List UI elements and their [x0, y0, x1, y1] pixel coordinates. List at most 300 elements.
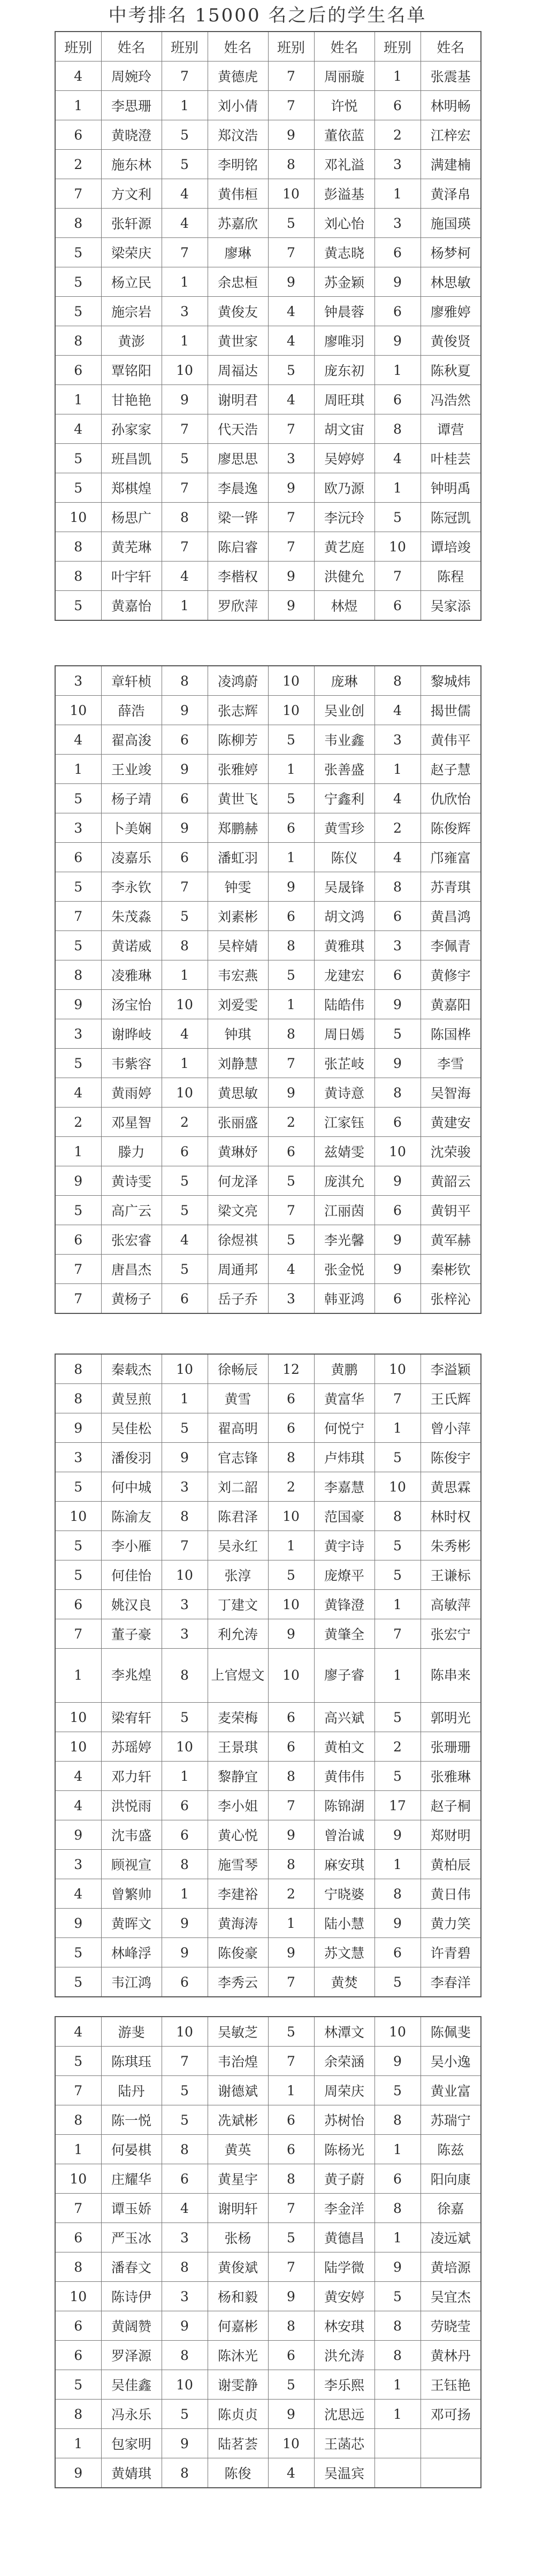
name-cell: 吴宜杰 — [421, 2282, 481, 2311]
class-cell: 5 — [55, 1560, 101, 1590]
name-cell: 钟雯 — [208, 872, 268, 902]
name-cell: 黄安婷 — [314, 2282, 374, 2311]
table-row — [55, 1938, 481, 1967]
table-row — [55, 1502, 481, 1531]
class-cell: 6 — [374, 2164, 421, 2194]
name-cell: 李永钦 — [101, 872, 162, 902]
table-row — [55, 179, 481, 209]
class-cell: 9 — [162, 1938, 208, 1967]
class-cell: 7 — [268, 2047, 314, 2076]
table-row — [55, 1560, 481, 1590]
class-cell: 2 — [268, 1472, 314, 1502]
name-cell: 黄雅琪 — [314, 931, 374, 960]
class-cell: 4 — [55, 1762, 101, 1791]
name-cell: 林峰浮 — [101, 1938, 162, 1967]
name-header: 姓名 — [101, 32, 162, 61]
class-cell: 1 — [55, 755, 101, 784]
class-cell: 3 — [268, 1284, 314, 1314]
class-cell: 6 — [374, 385, 421, 414]
name-cell: 黄昌鸿 — [421, 902, 481, 931]
name-cell: 叶宇轩 — [101, 562, 162, 591]
name-cell: 董子豪 — [101, 1619, 162, 1649]
name-cell: 谢德斌 — [208, 2076, 268, 2105]
table-row — [55, 2047, 481, 2076]
class-cell: 6 — [162, 725, 208, 755]
name-cell: 徐畅辰 — [208, 1354, 268, 1384]
table-row — [55, 2194, 481, 2223]
name-cell: 黄阔赞 — [101, 2311, 162, 2341]
name-cell: 李楷权 — [208, 562, 268, 591]
name-cell: 洪健允 — [314, 562, 374, 591]
table-row — [55, 902, 481, 931]
name-cell: 李小雁 — [101, 1531, 162, 1560]
name-cell: 余忠桓 — [208, 267, 268, 297]
class-cell: 7 — [162, 414, 208, 444]
name-cell: 江梓宏 — [421, 120, 481, 150]
table-row — [55, 2017, 481, 2047]
class-cell: 7 — [162, 238, 208, 267]
name-cell: 黄钥平 — [421, 1196, 481, 1225]
class-header: 班别 — [162, 32, 208, 61]
class-cell: 4 — [55, 1078, 101, 1108]
class-cell: 5 — [55, 444, 101, 473]
table-row — [55, 2429, 481, 2458]
class-cell: 7 — [162, 61, 208, 91]
class-cell: 3 — [162, 1590, 208, 1619]
name-cell: 彭溢基 — [314, 179, 374, 209]
name-cell: 陈冠凯 — [421, 503, 481, 532]
class-cell: 6 — [268, 1413, 314, 1443]
name-cell: 苏嘉欣 — [208, 209, 268, 238]
class-cell: 6 — [55, 843, 101, 872]
class-cell: 5 — [55, 1472, 101, 1502]
table-row — [55, 843, 481, 872]
table-row — [55, 2370, 481, 2400]
name-cell: 周婉玲 — [101, 61, 162, 91]
class-cell: 9 — [162, 385, 208, 414]
table-row — [55, 1049, 481, 1078]
name-cell: 陈锦湖 — [314, 1791, 374, 1820]
table-row — [55, 725, 481, 755]
name-cell: 陈君泽 — [208, 1502, 268, 1531]
name-cell: 张梓沁 — [421, 1284, 481, 1314]
class-cell: 8 — [55, 532, 101, 562]
name-cell: 陆茗荟 — [208, 2429, 268, 2458]
name-cell: 江丽茵 — [314, 1196, 374, 1225]
table-row — [55, 150, 481, 179]
class-cell: 4 — [162, 562, 208, 591]
class-cell: 8 — [268, 1762, 314, 1791]
name-cell: 黄诗意 — [314, 1078, 374, 1108]
class-cell: 9 — [162, 755, 208, 784]
class-cell: 5 — [268, 2017, 314, 2047]
name-cell: 周福达 — [208, 356, 268, 385]
name-cell: 谭玉娇 — [101, 2194, 162, 2223]
class-cell: 5 — [162, 1255, 208, 1284]
class-cell: 5 — [162, 2076, 208, 2105]
class-cell: 8 — [268, 931, 314, 960]
class-cell: 4 — [268, 2458, 314, 2488]
name-cell: 黄鹏 — [314, 1354, 374, 1384]
class-cell: 1 — [162, 1384, 208, 1413]
page-title: 中考排名 15000 名之后的学生名单 — [108, 5, 427, 26]
class-cell: 5 — [55, 2370, 101, 2400]
class-cell: 6 — [55, 2311, 101, 2341]
class-cell: 7 — [374, 562, 421, 591]
name-cell: 廖唯羽 — [314, 326, 374, 356]
table-row — [55, 532, 481, 562]
name-cell: 仇欣怡 — [421, 784, 481, 813]
class-cell: 12 — [268, 1354, 314, 1384]
class-cell: 5 — [55, 872, 101, 902]
name-cell: 谢晔岐 — [101, 1019, 162, 1049]
name-cell: 章轩桢 — [101, 666, 162, 696]
class-cell: 9 — [268, 120, 314, 150]
class-cell: 8 — [374, 2194, 421, 2223]
class-cell: 6 — [162, 784, 208, 813]
name-cell: 高兴斌 — [314, 1703, 374, 1732]
name-cell: 何龙泽 — [208, 1166, 268, 1196]
name-cell: 黄晖文 — [101, 1909, 162, 1938]
class-cell: 5 — [268, 725, 314, 755]
name-cell: 施国瑛 — [421, 209, 481, 238]
name-cell: 潘春文 — [101, 2252, 162, 2282]
class-cell: 9 — [55, 1820, 101, 1850]
class-cell: 5 — [55, 1049, 101, 1078]
class-cell: 1 — [268, 843, 314, 872]
class-cell: 10 — [55, 1732, 101, 1762]
name-cell: 黄德昌 — [314, 2223, 374, 2252]
name-cell: 洪悦雨 — [101, 1791, 162, 1820]
class-cell: 9 — [268, 562, 314, 591]
table-row — [55, 414, 481, 444]
name-cell: 黄俊贤 — [421, 326, 481, 356]
class-cell: 5 — [55, 1938, 101, 1967]
class-cell: 8 — [55, 2400, 101, 2429]
name-cell: 张金悦 — [314, 1255, 374, 1284]
name-cell: 林明畅 — [421, 91, 481, 120]
class-cell: 1 — [374, 1649, 421, 1703]
name-cell: 姚汉良 — [101, 1590, 162, 1619]
name-cell — [421, 2429, 481, 2458]
class-cell: 4 — [374, 784, 421, 813]
class-cell: 1 — [162, 326, 208, 356]
class-cell: 2 — [268, 1879, 314, 1909]
name-cell: 李春洋 — [421, 1967, 481, 1997]
name-cell: 吴小逸 — [421, 2047, 481, 2076]
class-cell: 5 — [162, 1166, 208, 1196]
table-row — [55, 2458, 481, 2488]
class-cell: 5 — [162, 902, 208, 931]
class-cell: 6 — [268, 1703, 314, 1732]
class-cell: 8 — [374, 2341, 421, 2370]
name-cell: 曾繁帅 — [101, 1879, 162, 1909]
table-row — [55, 1879, 481, 1909]
class-cell: 5 — [162, 120, 208, 150]
class-cell: 9 — [162, 813, 208, 843]
class-cell: 5 — [55, 931, 101, 960]
name-cell: 黄雨婷 — [101, 1078, 162, 1108]
class-cell: 10 — [268, 1502, 314, 1531]
class-cell: 9 — [374, 1255, 421, 1284]
name-cell: 陈贞贞 — [208, 2400, 268, 2429]
name-cell: 李沅玲 — [314, 503, 374, 532]
class-cell: 4 — [55, 1791, 101, 1820]
class-cell: 10 — [162, 1078, 208, 1108]
class-cell: 5 — [268, 1225, 314, 1255]
name-cell: 韦紫容 — [101, 1049, 162, 1078]
class-cell: 7 — [55, 179, 101, 209]
name-cell: 黄心悦 — [208, 1820, 268, 1850]
class-cell: 1 — [162, 1049, 208, 1078]
name-cell: 陈琪珏 — [101, 2047, 162, 2076]
name-cell: 翟高浚 — [101, 725, 162, 755]
table-row — [55, 1166, 481, 1196]
class-cell: 5 — [374, 2076, 421, 2105]
name-cell: 钟晨蓉 — [314, 297, 374, 326]
table-row — [55, 755, 481, 784]
class-cell: 5 — [162, 1413, 208, 1443]
name-cell: 庞琳 — [314, 666, 374, 696]
name-cell: 黄婧琪 — [101, 2458, 162, 2488]
class-cell: 9 — [268, 473, 314, 503]
name-cell: 兹婧雯 — [314, 1137, 374, 1166]
class-cell: 10 — [162, 2370, 208, 2400]
name-cell: 李小姐 — [208, 1791, 268, 1820]
class-cell: 1 — [55, 385, 101, 414]
class-cell: 7 — [162, 872, 208, 902]
class-cell: 5 — [268, 784, 314, 813]
name-cell: 黄琳妤 — [208, 1137, 268, 1166]
name-cell: 黄海涛 — [208, 1909, 268, 1938]
class-cell: 9 — [55, 1166, 101, 1196]
class-cell: 5 — [268, 2223, 314, 2252]
class-cell: 7 — [268, 91, 314, 120]
name-cell: 陈程 — [421, 562, 481, 591]
name-cell: 张雅琳 — [421, 1762, 481, 1791]
class-cell: 5 — [55, 267, 101, 297]
table-row — [55, 1762, 481, 1791]
class-cell: 7 — [55, 2076, 101, 2105]
roster-table-4 — [55, 2016, 482, 2488]
class-cell: 9 — [55, 1413, 101, 1443]
name-cell: 黄俊友 — [208, 297, 268, 326]
name-cell: 龙建宏 — [314, 960, 374, 990]
name-cell: 唐昌杰 — [101, 1255, 162, 1284]
name-cell: 黄业富 — [421, 2076, 481, 2105]
class-cell: 8 — [374, 2311, 421, 2341]
class-cell: 8 — [268, 2311, 314, 2341]
class-cell: 1 — [374, 1413, 421, 1443]
name-cell: 廖子睿 — [314, 1649, 374, 1703]
name-cell: 凌雅琳 — [101, 960, 162, 990]
name-cell: 黄林丹 — [421, 2341, 481, 2370]
class-cell: 8 — [374, 414, 421, 444]
name-cell: 朱茂淼 — [101, 902, 162, 931]
name-cell: 江家钰 — [314, 1108, 374, 1137]
name-cell: 劳晓莹 — [421, 2311, 481, 2341]
class-cell: 10 — [162, 1354, 208, 1384]
class-cell: 10 — [374, 532, 421, 562]
name-cell: 周荣庆 — [314, 2076, 374, 2105]
class-cell: 8 — [162, 2252, 208, 2282]
class-cell: 9 — [374, 2252, 421, 2282]
table-row — [55, 591, 481, 621]
name-cell: 高敏萍 — [421, 1590, 481, 1619]
name-cell: 梁荣庆 — [101, 238, 162, 267]
name-cell: 陈串来 — [421, 1649, 481, 1703]
class-cell: 5 — [55, 784, 101, 813]
class-cell: 3 — [268, 444, 314, 473]
class-cell: 7 — [268, 503, 314, 532]
name-cell: 黄嘉怡 — [101, 591, 162, 621]
name-cell: 潘虹羽 — [208, 843, 268, 872]
class-cell: 6 — [374, 591, 421, 621]
class-cell: 1 — [374, 2370, 421, 2400]
table-row — [55, 1384, 481, 1413]
table-row — [55, 267, 481, 297]
table-row — [55, 1443, 481, 1472]
class-cell: 5 — [374, 1443, 421, 1472]
name-cell: 翟高明 — [208, 1413, 268, 1443]
name-cell: 许青碧 — [421, 1938, 481, 1967]
name-cell: 刘静慧 — [208, 1049, 268, 1078]
table-row — [55, 562, 481, 591]
name-cell: 黄芜琳 — [101, 532, 162, 562]
table-row — [55, 1619, 481, 1649]
name-cell: 陈秋夏 — [421, 356, 481, 385]
name-cell: 官志锋 — [208, 1443, 268, 1472]
table-row — [55, 2076, 481, 2105]
table-row — [55, 1820, 481, 1850]
name-cell: 张淳 — [208, 1560, 268, 1590]
class-cell: 9 — [162, 2311, 208, 2341]
class-cell: 6 — [374, 91, 421, 120]
table-row — [55, 1703, 481, 1732]
name-cell: 黄诗雯 — [101, 1166, 162, 1196]
class-cell: 7 — [268, 1196, 314, 1225]
class-cell: 8 — [162, 503, 208, 532]
table-row — [55, 356, 481, 385]
class-cell: 8 — [268, 150, 314, 179]
table-row — [55, 91, 481, 120]
class-cell: 6 — [55, 2223, 101, 2252]
class-cell: 3 — [162, 2282, 208, 2311]
class-cell: 10 — [374, 1472, 421, 1502]
name-cell: 方文利 — [101, 179, 162, 209]
class-cell: 1 — [268, 1531, 314, 1560]
class-cell: 6 — [268, 2341, 314, 2370]
class-cell: 1 — [268, 2076, 314, 2105]
name-cell: 赵子慧 — [421, 755, 481, 784]
name-cell: 黄修宇 — [421, 960, 481, 990]
class-cell: 6 — [374, 960, 421, 990]
class-cell: 10 — [268, 179, 314, 209]
class-cell: 9 — [374, 326, 421, 356]
name-cell: 吴婷婷 — [314, 444, 374, 473]
name-cell: 郑棋煌 — [101, 473, 162, 503]
class-cell: 5 — [268, 209, 314, 238]
table-row — [55, 960, 481, 990]
class-cell: 4 — [162, 1019, 208, 1049]
class-cell: 10 — [55, 696, 101, 725]
name-cell: 陆丹 — [101, 2076, 162, 2105]
name-cell: 苏瑶婷 — [101, 1732, 162, 1762]
table-row — [55, 503, 481, 532]
class-cell: 6 — [374, 238, 421, 267]
table-row — [55, 1255, 481, 1284]
name-cell: 黄雪珍 — [314, 813, 374, 843]
name-cell: 范国豪 — [314, 1502, 374, 1531]
class-cell: 4 — [374, 696, 421, 725]
class-cell: 5 — [374, 1762, 421, 1791]
class-cell: 10 — [162, 990, 208, 1019]
name-cell: 韦宏燕 — [208, 960, 268, 990]
class-cell: 1 — [374, 2223, 421, 2252]
name-cell: 张轩源 — [101, 209, 162, 238]
class-cell: 6 — [268, 813, 314, 843]
class-cell: 1 — [374, 2135, 421, 2164]
class-cell: 6 — [374, 1108, 421, 1137]
class-cell: 10 — [55, 1703, 101, 1732]
name-cell: 陈俊辉 — [421, 813, 481, 843]
class-cell: 8 — [162, 1649, 208, 1703]
name-cell: 郑财明 — [421, 1820, 481, 1850]
name-cell: 黄韶云 — [421, 1166, 481, 1196]
name-cell: 黄英 — [208, 2135, 268, 2164]
name-cell: 周旺琪 — [314, 385, 374, 414]
name-cell: 冯永乐 — [101, 2400, 162, 2429]
class-header: 班别 — [55, 32, 101, 61]
name-cell: 刘二韶 — [208, 1472, 268, 1502]
name-cell: 高广云 — [101, 1196, 162, 1225]
class-cell: 5 — [162, 1703, 208, 1732]
name-cell: 麻安琪 — [314, 1850, 374, 1879]
class-cell: 9 — [374, 1820, 421, 1850]
class-cell: 10 — [55, 2164, 101, 2194]
class-cell: 3 — [55, 1443, 101, 1472]
class-cell: 17 — [374, 1791, 421, 1820]
name-cell: 吴永红 — [208, 1531, 268, 1560]
class-cell: 1 — [374, 179, 421, 209]
name-cell: 何晏棋 — [101, 2135, 162, 2164]
class-cell: 8 — [55, 2252, 101, 2282]
class-cell: 10 — [268, 696, 314, 725]
name-cell: 钟明禹 — [421, 473, 481, 503]
name-cell: 丁建文 — [208, 1590, 268, 1619]
class-cell: 2 — [374, 1732, 421, 1762]
name-cell: 吴晟锋 — [314, 872, 374, 902]
class-cell: 7 — [268, 1791, 314, 1820]
name-cell: 黄子蔚 — [314, 2164, 374, 2194]
name-cell: 周通邦 — [208, 1255, 268, 1284]
name-cell: 黄建安 — [421, 1108, 481, 1137]
class-cell: 7 — [55, 2194, 101, 2223]
name-cell: 邝雍富 — [421, 843, 481, 872]
name-cell: 阳向康 — [421, 2164, 481, 2194]
class-cell: 5 — [268, 1560, 314, 1590]
name-cell: 沈思远 — [314, 2400, 374, 2429]
table-row — [55, 1531, 481, 1560]
name-cell: 洪允涛 — [314, 2341, 374, 2370]
class-cell: 5 — [162, 150, 208, 179]
class-cell: 1 — [374, 473, 421, 503]
name-cell: 庞东初 — [314, 356, 374, 385]
name-cell: 何嘉彬 — [208, 2311, 268, 2341]
name-cell: 陈柳芳 — [208, 725, 268, 755]
name-cell: 廖思思 — [208, 444, 268, 473]
name-cell: 吴佳鑫 — [101, 2370, 162, 2400]
